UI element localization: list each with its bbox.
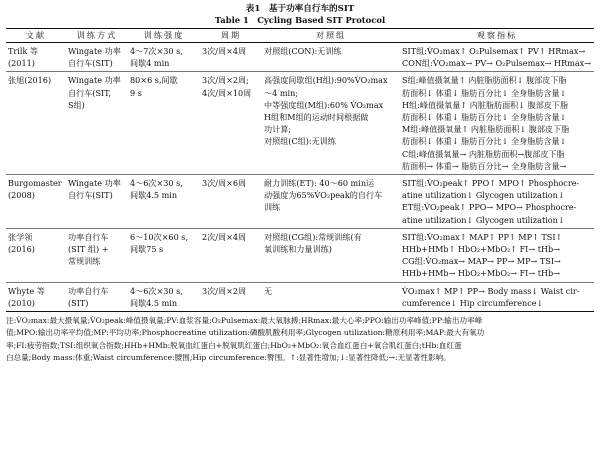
cell-period [200,282,262,311]
cell-line: cumference↓ Hip circumference↓ [402,297,544,308]
table-caption-en: Table 1 Cycling Based SIT Protocol [214,15,386,25]
cell-line: 动强度为65%V̇O₂peak的自行车 [264,190,383,201]
cell-control [262,282,400,311]
cell-line: 3次/周×2周 [202,285,247,296]
cell-line: Burgomaster [8,178,62,189]
cell-line: 4～7次×30 s, [130,46,183,56]
header-ref: 文献 [6,29,66,43]
cell-line: 张旭(2016) [8,75,52,86]
cell-line: HHb+HMb↑ HbO₂+MbO₂↑ FI→ tHb→ [402,244,561,255]
cell-ref [6,228,66,282]
cell-indicators [400,43,594,72]
cell-intensity [128,282,200,311]
table-notes [6,315,594,365]
cell-line: (2010) [8,297,35,308]
cell-indicators [400,72,594,175]
cell-line: 自行车(SIT) [68,190,113,201]
cell-control [262,72,400,175]
header-period: 周期 [200,29,262,43]
cell-line: 3次/周×2周; [202,75,249,86]
cell-line: 肪面积↓ 体重↓ 脂肪百分比↓ 全身脂肪含量↓ [402,136,567,147]
cell-mode [66,175,128,229]
cell-line: S组) [68,99,85,110]
cell-line: Whyte 等 [8,285,45,296]
cell-line: 中等强度组(M组):60% V̇O₂max [264,99,384,110]
cell-line: (2011) [8,58,35,69]
table-header-row [6,29,594,43]
cell-line: 肪面积↓ 体重↓ 脂肪百分比↓ 全身脂肪含量↓ [402,112,567,123]
cell-line: 功率自行车 [68,231,109,242]
cell-line: 氧训练和力量训练) [264,244,332,255]
table-row [6,282,594,311]
cell-line: 3次/周×6周 [202,178,247,189]
cell-indicators [400,228,594,282]
cell-control [262,228,400,282]
cell-line: C组:峰值摄氧量→ 内脏脂肪面积→腹部皮下脂 [402,148,565,159]
cell-line: 4～6次×30 s, [130,178,183,189]
cell-line: (SIT 组) + [68,244,109,255]
cell-control [262,175,400,229]
cell-ref [6,72,66,175]
cell-period [200,228,262,282]
table-row [6,175,594,229]
cell-line: atine utilization↓ Glycogen utilization↓ [402,190,565,201]
cell-indicators [400,175,594,229]
cell-mode [66,72,128,175]
cell-line: 功计算; [264,124,292,135]
cell-line: 9 s [130,87,142,98]
cell-ref [6,282,66,311]
cell-ref [6,43,66,72]
cell-indicators [400,282,594,311]
cell-line: (SIT) [68,297,89,308]
cell-line: ET组:V̇O₂peak↑ PPO→ MPO→ Phosphocre- [402,202,577,213]
cell-line: 训练 [264,202,281,213]
cell-mode [66,282,128,311]
cell-line: 常规训练 [68,256,101,267]
cell-line: M组:峰值摄氧量↑ 内脏脂肪面积↓ 腹部皮下脂 [402,124,570,135]
header-indicators: 观察指标 [400,29,594,43]
cell-line: (2008) [8,190,35,201]
cell-line: atine utilization↓ Glycogen utilization↓ [402,214,565,225]
cell-line: 肪面积↓ 体重↓ 脂肪百分比↓ 全身脂肪含量↓ [402,87,567,98]
cell-line: Wingate 功率 [68,75,121,86]
header-intensity: 训练强度 [128,29,200,43]
cell-line: 张学领 [8,231,33,242]
note-line: 注:V̇O₂max:最大摄氧量;V̇O₂peak:峰值摄氧量;PV:血浆容量;O₂Pulsemax:最大氧脉搏;HRmax:最大心率;PPO:输出功率峰值;PP:输出功率峰 [6,316,483,326]
cell-line: CON组:V̇O₂max→ PV→ O₂Pulsemax→ HRmax→ [402,58,592,69]
cell-line: 对照组(CG组):常规训练(有 [264,231,362,242]
cell-line: H组和M组的运动时间根据做 [264,112,369,123]
cell-line: 4次/周×10周 [202,87,252,98]
cell-line: 3次/周×4周 [202,46,247,56]
cell-intensity [128,228,200,282]
cell-line: V̇O₂max↑ MP↑ PP→ Body mass↓ Waist cir- [402,285,580,296]
cell-line: 间歇4.5 min [130,297,178,308]
cell-line: 80×6 s,间歇 [130,75,178,86]
cell-mode [66,228,128,282]
cell-line: Wingate 功率 [68,178,121,189]
cell-line: 间歇75 s [130,244,164,255]
table-row [6,228,594,282]
cell-intensity [128,175,200,229]
cell-line: 自行车(SIT) [68,58,113,69]
note-line: 白总量;Body mass:体重;Waist circumference:腰围;Hip circumference:臀围。↑:显著性增加;↓:显著性降低;→:无显著性影响。 [6,353,451,363]
cell-line: (2016) [8,244,35,255]
cell-line: Wingate 功率 [68,46,121,56]
cell-line: 耐力训练(ET): 40～60 min运 [264,178,375,189]
cell-control [262,43,400,72]
cell-line: SIT组:V̇O₂max↑ O₂Pulsemax↑ PV↑ HRmax→ [402,46,586,56]
cell-line: 功率自行车 [68,285,109,296]
cell-line: 肪面积→ 体重→ 脂肪百分比→ 全身脂肪含量→ [402,160,567,171]
cell-line: 无 [264,285,273,296]
cell-line: ～4 min; [264,87,299,98]
cell-intensity [128,72,200,175]
cell-line: 对照组(C组):无训练 [264,136,336,147]
table-row [6,43,594,72]
cell-period [200,175,262,229]
cell-line: 间歇4 min [130,58,170,69]
cell-line: 4～6次×30 s, [130,285,183,296]
cell-mode [66,43,128,72]
cell-line: 自行车(SIT, [68,87,111,98]
cell-line: CG组:V̇O₂max→ MAP→ PP→ MP→ TSI→ [402,256,561,267]
note-line: 率;FI:疲劳指数;TSI:组织氧合指数;HHb+HMb:脱氧血红蛋白+脱氧肌红蛋白;HbO₂+MbO₂:氧合血红蛋白+氧合肌红蛋白;tHb:血红蛋 [6,340,462,350]
header-mode: 训练方式 [66,29,128,43]
cell-line: 2次/周×4周 [202,231,247,242]
cell-line: S组:峰值摄氧量↑ 内脏脂肪面积↓ 腹部皮下脂 [402,75,567,86]
header-control: 对照组 [262,29,400,43]
cell-line: 6～10次×60 s, [130,231,189,242]
cell-period [200,43,262,72]
cell-line: H组:峰值摄氧量↑ 内脏脂肪面积↓ 腹部皮下脂 [402,99,569,110]
cell-line: SIT组:V̇O₂max↑ MAP↑ PP↑ MP↑ TSI↑ [402,231,563,242]
table-caption-cn: 表1 基于功率自行车的SIT [245,4,355,14]
note-line: 值;MPO:输出功率平均值;MP:平均功率;Phosphocreatine utilization:磷酸肌酸利用率;Glycogen utilization:糖原利用率;MAP:最大有氧功 [6,328,485,338]
cell-period [200,72,262,175]
cell-line: HHb+HMb→ HbO₂+MbO₂→ FI→ tHb→ [402,268,561,279]
cell-line: 间歇4.5 min [130,190,178,201]
cell-line: SIT组:V̇O₂peak↑ PPO↑ MPO↑ Phosphocre- [402,178,580,189]
table-row [6,72,594,175]
sit-protocol-table [6,28,594,312]
cell-line: 高强度间歇组(H组):90%V̇O₂max [264,75,388,86]
cell-line: 对照组(CON):无训练 [264,46,342,56]
cell-line: Trilk 等 [8,46,39,56]
cell-intensity [128,43,200,72]
cell-ref [6,175,66,229]
